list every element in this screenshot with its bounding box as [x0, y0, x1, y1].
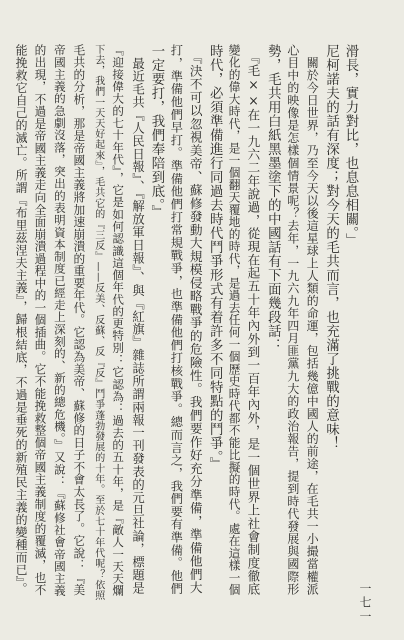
text-column: 帝國主義的急劇沒落，突出的表明資本制度已經走上深刻的、新的總危機。』又說：『蘇修社會帝國主義 — [52, 44, 67, 597]
text-column: 時代，必須準備進行同過去時代鬥爭形式有着許多不同特點的鬥爭。』 — [207, 44, 223, 472]
body-text — [11, 44, 360, 604]
text-column: 變化的偉大時代，是一個翻天覆地的時代，是過去任何一個歷史時代都不能比擬的時代。處在這樣一個 — [227, 44, 242, 597]
text-column: 勢，毛共用白紙黑墨塗下的中國話有下面幾段話： — [265, 44, 281, 352]
page-number: 一七一 — [358, 582, 372, 624]
text-column: 最近毛共『人民日報』、『解放軍日報』、與『紅旗』雜誌所謂兩報一刊發表的元旦社論，標題是 — [130, 44, 145, 595]
text-column: 打，準備他們早打。準備他們打常規戰爭，也準備他們打核戰爭。總而言之，我們要有準備。他們 — [169, 44, 184, 595]
text-column: 滑長，實力對比，也息息相關。」 — [343, 44, 358, 248]
text-column: 『決不可以忽視美帝、蘇修發動大規模侵略戰爭的危險性。我們要作好充分準備，準備他們大 — [187, 44, 203, 595]
text-column: 『迎接偉大的七十年代』，它是如何認識這個年代的更特別：它認為：過去的五十年，是『敵人一天天爛 — [111, 44, 126, 597]
text-column: 『毛××在一九六二年說過，從現在起五十年內外到一百年內外，是一個世界上社會制度徹底 — [245, 44, 261, 596]
text-column: 尼柯諾夫的話有深度；對今天的毛共而言，也充滿了挑戰的意味！ — [323, 44, 339, 450]
text-column: 毛共的分析，那是帝國主義將加速崩潰的重要年代。它認為美帝、蘇修的日子不會太長了。它說：『美 — [72, 44, 87, 597]
text-column: 下去，我們一天天好起來』，毛共它的『三反』——反美、反蘇、反『反』鬥爭蓬勃發展的十年。至於七十年代呢？依照 — [92, 44, 104, 601]
text-column: 一定要打，我們奉陪到底。』 — [148, 44, 164, 220]
text-column: 的出現，不過是帝國主義走向全面崩潰過程中的一個插曲。它不能挽救整個帝國主義制度的覆滅，也不 — [33, 44, 48, 597]
text-column: 心目中的映像是怎樣個情景呢？去年，一九六九年四月匪黨九大的政治報告，提到時代發展與國際形 — [285, 44, 300, 596]
text-column: 能挽救它自己的滅亡。所謂『布里茲涅夫主義』，歸根結底，不過是垂死的新殖民主義的變種而已』。 — [14, 44, 29, 596]
text-column: 關於今日世界，乃至今天以後這星球上人類的命運，包括幾億中國人的前途，在毛共一小撮當權派 — [305, 44, 320, 596]
